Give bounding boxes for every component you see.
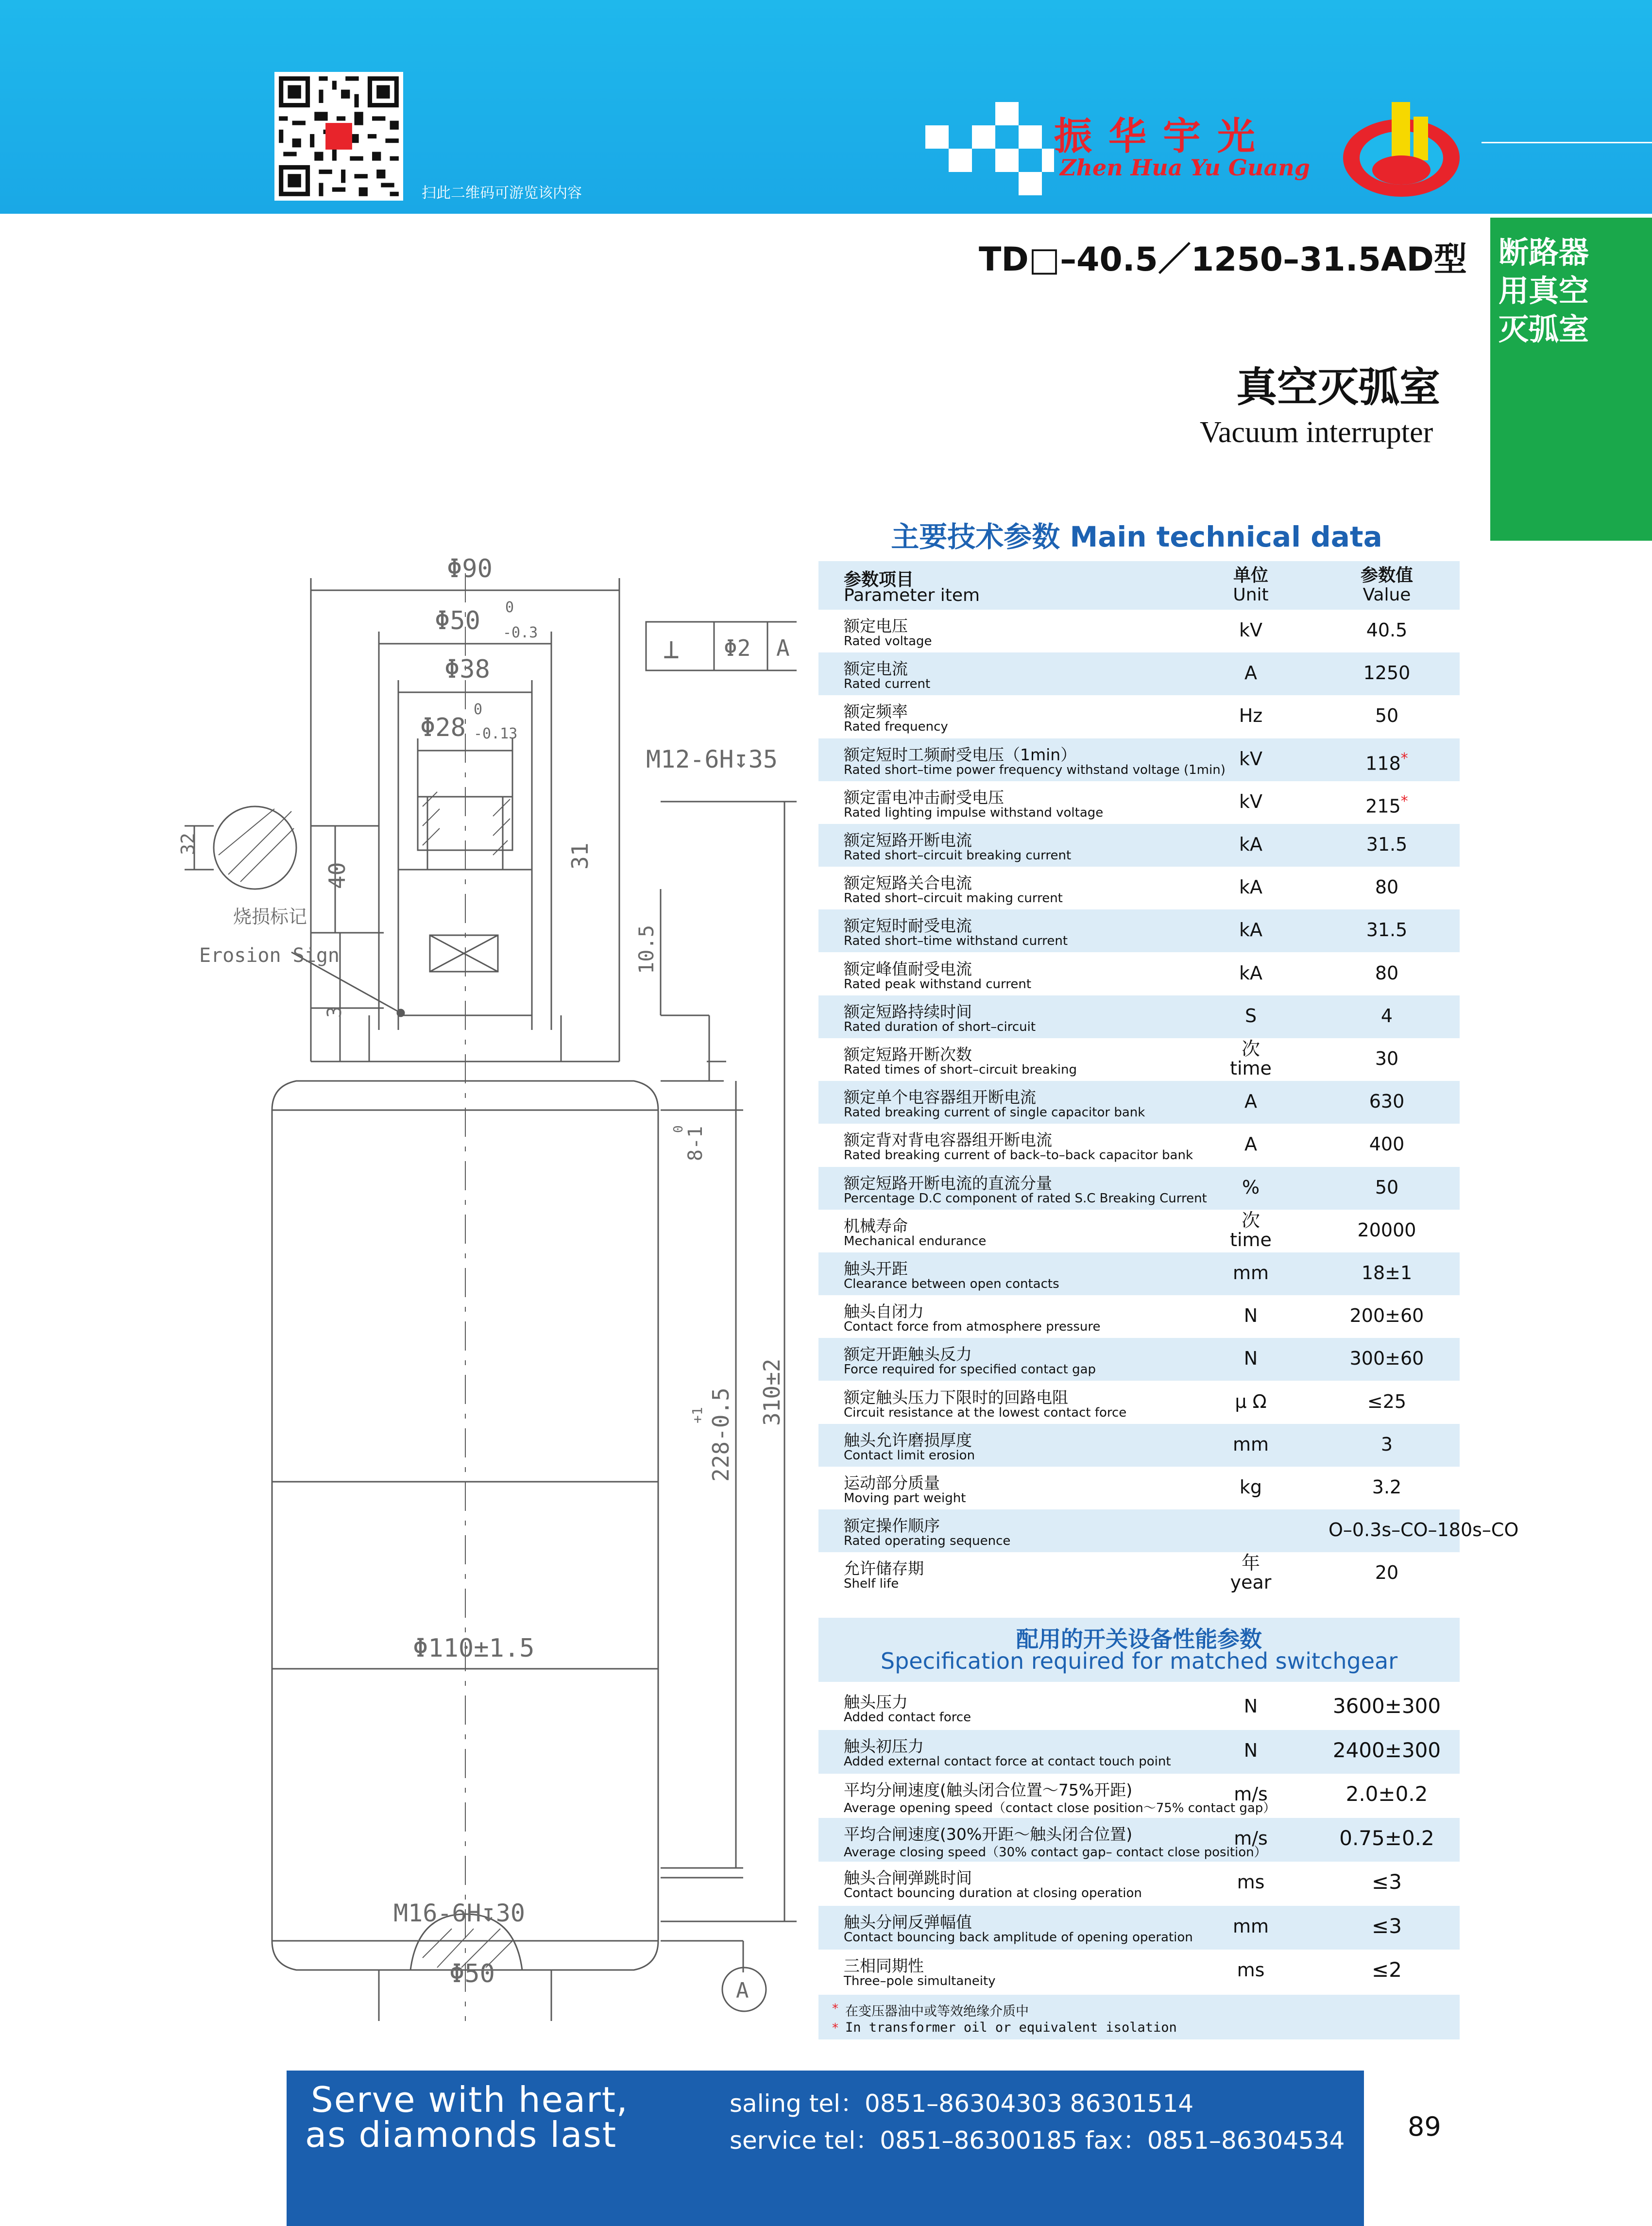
param-value	[1328, 1349, 1445, 1368]
product-title-cn: 真空灭弧室	[1236, 363, 1441, 411]
spec-unit: ms	[1237, 1959, 1265, 1981]
spec-value: 3600±300	[1332, 1694, 1441, 1718]
header-rule	[1482, 142, 1652, 143]
param-name-cn: 额定短路开断次数	[844, 1045, 972, 1064]
param-value-text: 200±60	[1349, 1305, 1424, 1327]
param-value	[1328, 1392, 1445, 1411]
header-param-cn: 参数项目	[844, 570, 914, 590]
table-row	[818, 867, 1460, 909]
note-star: *	[832, 2002, 838, 2016]
product-title-en: Vacuum interrupter	[1200, 416, 1433, 449]
param-name-cn: 额定峰值耐受电流	[844, 959, 972, 978]
param-value-text: 20	[1375, 1562, 1399, 1584]
spec-name-cn: 触头初压力	[844, 1736, 924, 1756]
param-name-cn: 触头自闭力	[844, 1302, 924, 1321]
dim-d90: Φ90	[447, 554, 493, 583]
param-value	[1328, 920, 1445, 940]
param-unit-primary: kV	[1239, 790, 1262, 812]
param-name-en: Force required for specified contact gap	[844, 1362, 1096, 1377]
table-row	[818, 1950, 1460, 1994]
decor-square	[995, 102, 1019, 125]
param-unit	[1192, 706, 1309, 725]
param-name-cn: 触头开距	[844, 1259, 908, 1278]
param-name-en: Contact limit erosion	[844, 1448, 975, 1463]
spec-unit: N	[1243, 1739, 1258, 1761]
service-tel: service tel：0851–86300185 fax：0851–86304534	[730, 2126, 1345, 2155]
param-value	[1328, 1049, 1445, 1068]
param-unit-primary: N	[1243, 1305, 1258, 1327]
decor-square	[949, 149, 972, 172]
param-name-cn: 额定短路关合电流	[844, 873, 972, 893]
param-value	[1328, 963, 1445, 983]
param-value-text: 400	[1369, 1133, 1405, 1155]
spec-name-cn: 三相同期性	[844, 1956, 924, 1975]
param-value	[1328, 1006, 1445, 1026]
qr-code-icon[interactable]	[274, 72, 403, 201]
table-row	[818, 1252, 1460, 1295]
dim-d50-bottom: Φ50	[449, 1959, 495, 1988]
param-unit-primary: kA	[1239, 876, 1262, 898]
spec-value: ≤2	[1372, 1958, 1402, 1982]
param-name-cn: 额定短时工频耐受电压（1min）	[844, 745, 1077, 764]
param-name-cn: 允许储存期	[844, 1559, 924, 1578]
param-value	[1328, 1563, 1445, 1582]
table-row	[818, 1124, 1460, 1166]
dim-10-5: 10.5	[634, 925, 658, 974]
param-unit-primary: A	[1244, 1091, 1257, 1113]
decor-square	[1019, 172, 1042, 195]
param-name-en: Shelf life	[844, 1576, 899, 1592]
param-name-cn: 额定操作顺序	[844, 1516, 940, 1536]
param-unit	[1192, 1134, 1309, 1154]
param-unit	[1192, 1553, 1309, 1592]
param-name-en: Rated voltage	[844, 634, 932, 649]
table-row	[818, 738, 1460, 781]
param-unit	[1192, 835, 1309, 854]
datum-label: A	[736, 1978, 749, 2003]
table-row	[818, 610, 1460, 652]
param-value	[1328, 1134, 1445, 1154]
table-row	[818, 995, 1460, 1038]
param-unit	[1192, 620, 1309, 640]
dim-31: 31	[567, 842, 593, 870]
page-number: 89	[1408, 2111, 1441, 2142]
spec-unit: ms	[1237, 1871, 1265, 1893]
dim-d110: Φ110±1.5	[413, 1634, 535, 1663]
param-value	[1328, 706, 1445, 725]
param-value	[1328, 877, 1445, 897]
dim-d38: Φ38	[444, 655, 490, 684]
perp-datum: A	[776, 635, 790, 661]
table-row	[818, 1167, 1460, 1210]
spec-heading-en: Specification required for matched switchgear	[880, 1648, 1398, 1674]
spec-name-en: Average closing speed（30% contact gap– contact close position）	[844, 1845, 1267, 1860]
param-name-cn: 额定频率	[844, 702, 908, 721]
param-name-en: Percentage D.C component of rated S.C Breaking Current	[844, 1191, 1207, 1206]
param-name-en: Clearance between open contacts	[844, 1277, 1059, 1291]
dim-d50-tol2: -0.3	[503, 624, 538, 641]
param-unit-primary: %	[1242, 1176, 1260, 1198]
slogan-line-1: Serve with heart,	[311, 2079, 629, 2120]
param-name-cn: 额定电流	[844, 659, 908, 679]
param-value-text: 50	[1375, 705, 1399, 727]
param-unit	[1192, 1392, 1309, 1411]
dim-d28-tol: 0	[474, 701, 483, 718]
param-unit-primary: kV	[1239, 748, 1262, 770]
param-name-cn: 额定短时耐受电流	[844, 916, 972, 936]
param-value-text: O–0.3s–CO–180s–CO	[1328, 1519, 1519, 1541]
param-name-en: Rated short–circuit breaking current	[844, 848, 1072, 863]
table-row	[818, 1818, 1460, 1862]
table-row	[818, 781, 1460, 824]
param-value	[1328, 1263, 1445, 1283]
header-unit-cn: 单位	[1233, 565, 1268, 585]
dim-d50: Φ50	[435, 606, 480, 635]
param-unit	[1192, 1435, 1309, 1454]
param-unit	[1192, 1349, 1309, 1368]
param-unit-primary: kA	[1239, 962, 1262, 984]
param-value-text: 630	[1369, 1091, 1405, 1113]
table-row	[818, 1862, 1460, 1906]
param-value	[1328, 1306, 1445, 1325]
param-name-en: Rated lighting impulse withstand voltage	[844, 805, 1104, 820]
spec-value: ≤3	[1372, 1914, 1402, 1938]
param-unit-primary: Hz	[1239, 705, 1263, 727]
param-name-en: Rated frequency	[844, 719, 948, 735]
dim-228: 228-0.5	[708, 1387, 734, 1482]
param-unit	[1192, 749, 1309, 769]
param-unit	[1192, 663, 1309, 683]
spec-value: 2.0±0.2	[1345, 1782, 1428, 1806]
param-unit-secondary: time	[1230, 1058, 1272, 1079]
dim-m12-thread: M12-6H↧35	[646, 745, 778, 773]
param-unit	[1192, 877, 1309, 897]
param-unit-primary: mm	[1232, 1433, 1269, 1455]
model-number: TD□–40.5／1250–31.5AD型	[979, 240, 1467, 279]
param-unit-primary: 次	[1241, 1209, 1260, 1231]
param-unit-primary: kA	[1239, 919, 1262, 941]
table-row	[818, 1038, 1460, 1081]
param-value-text: 4	[1380, 1005, 1393, 1027]
param-name-en: Rated operating sequence	[844, 1534, 1011, 1549]
company-logo-icon	[1341, 97, 1462, 206]
table-row	[818, 1686, 1460, 1730]
param-name-en: Moving part weight	[844, 1491, 966, 1506]
param-name-cn: 额定触头压力下限时的回路电阻	[844, 1387, 1068, 1407]
table-row	[818, 1730, 1460, 1774]
spec-name-cn: 触头压力	[844, 1693, 908, 1712]
decor-square	[1042, 149, 1054, 172]
note-cn: 在变压器油中或等效绝缘介质中	[845, 2004, 1029, 2019]
param-value-text: 40.5	[1366, 619, 1408, 641]
param-name-cn: 额定背对背电容器组开断电流	[844, 1130, 1052, 1150]
param-value	[1328, 835, 1445, 854]
dim-32: 32	[177, 833, 199, 855]
param-value-text: 3.2	[1372, 1476, 1402, 1498]
param-unit-primary: A	[1244, 662, 1257, 684]
param-unit-primary: A	[1244, 1133, 1257, 1155]
param-value-text: 31.5	[1366, 834, 1408, 855]
param-unit	[1192, 1006, 1309, 1026]
dim-m16-thread: M16-6H↧30	[393, 1899, 525, 1927]
param-name-en: Rated peak withstand current	[844, 976, 1032, 992]
header-value-en: Value	[1362, 585, 1411, 605]
param-name-cn: 机械寿命	[844, 1216, 908, 1235]
spec-value: ≤3	[1372, 1870, 1402, 1894]
param-name-en: Rated breaking current of back–to–back capacitor bank	[844, 1148, 1193, 1163]
param-name-cn: 触头允许磨损厚度	[844, 1430, 972, 1450]
spec-name-cn: 平均合闸速度(30%开距～触头闭合位置)	[844, 1824, 1133, 1844]
perp-value: Φ2	[724, 635, 751, 661]
slogan-line-2: as diamonds last	[305, 2114, 617, 2155]
param-value	[1328, 749, 1445, 773]
param-unit	[1192, 792, 1309, 811]
param-unit-primary: mm	[1232, 1262, 1269, 1284]
dim-d28: Φ28	[420, 713, 466, 742]
erosion-sign-cn: 烧损标记	[233, 906, 307, 927]
table-row	[818, 909, 1460, 952]
param-unit-primary: N	[1243, 1348, 1258, 1370]
param-name-cn: 额定短路开断电流	[844, 831, 972, 850]
param-name-en: Circuit resistance at the lowest contact force	[844, 1405, 1127, 1420]
dim-3: 3	[324, 1006, 346, 1018]
param-value	[1328, 1092, 1445, 1111]
param-unit-primary: kA	[1239, 834, 1262, 855]
param-unit	[1192, 1211, 1309, 1250]
param-value-text: 118	[1365, 753, 1401, 774]
param-name-cn: 额定雷电冲击耐受电压	[844, 788, 1004, 807]
table-header-row	[818, 561, 1460, 610]
spec-heading-cn: 配用的开关设备性能参数	[1016, 1626, 1262, 1652]
param-name-cn: 额定电压	[844, 616, 908, 635]
param-value	[1328, 1519, 1519, 1541]
param-name-en: Rated breaking current of single capacitor bank	[844, 1105, 1145, 1120]
param-value	[1328, 792, 1445, 816]
category-side-text: 断路器用真空灭弧室	[1498, 235, 1589, 347]
table-row	[818, 953, 1460, 995]
param-unit	[1192, 1306, 1309, 1325]
spec-unit: N	[1243, 1695, 1258, 1717]
brand-name-cn: 振华宇光	[1054, 115, 1272, 158]
spec-unit: m/s	[1234, 1783, 1268, 1805]
param-value-text: 50	[1375, 1176, 1399, 1198]
table-row	[818, 1552, 1460, 1595]
param-name-cn: 额定单个电容器组开断电流	[844, 1088, 1036, 1107]
qr-caption: 扫此二维码可游览该内容	[422, 185, 582, 202]
param-name-en: Mechanical endurance	[844, 1233, 987, 1249]
brand-name-en: Zhen Hua Yu Guang	[1060, 154, 1310, 181]
table-row	[818, 1509, 1519, 1552]
decor-square	[995, 149, 1019, 172]
param-unit-primary: kV	[1239, 619, 1262, 641]
param-value-text: 300±60	[1349, 1348, 1424, 1370]
sales-tel: saling tel：0851–86304303 86301514	[730, 2089, 1194, 2118]
table-row	[818, 1338, 1460, 1381]
tech-data-heading: 主要技术参数 Main technical data	[891, 520, 1382, 553]
param-value	[1328, 1220, 1445, 1240]
param-unit-primary: μ Ω	[1235, 1390, 1267, 1412]
technical-drawing	[0, 534, 797, 2021]
header-param-en: Parameter item	[844, 585, 980, 605]
spec-name-en: Three–pole simultaneity	[844, 1974, 996, 1988]
param-name-cn: 额定短路开断电流的直流分量	[844, 1173, 1052, 1193]
header-value-cn: 参数值	[1360, 565, 1413, 585]
param-name-cn: 运动部分质量	[844, 1473, 940, 1492]
param-value-text: 3	[1380, 1433, 1393, 1455]
footnote-star: *	[1400, 792, 1408, 810]
param-unit-primary: S	[1244, 1005, 1257, 1027]
param-value-text: ≤25	[1367, 1390, 1407, 1412]
param-value-text: 31.5	[1366, 919, 1408, 941]
table-row	[818, 652, 1460, 695]
param-name-cn: 额定短路持续时间	[844, 1002, 972, 1021]
table-row	[818, 695, 1460, 738]
param-value-text: 215	[1365, 795, 1401, 817]
param-value-text: 80	[1375, 876, 1399, 898]
table-row	[818, 1774, 1460, 1818]
note-en: In transformer oil or equivalent isolation	[845, 2020, 1177, 2035]
param-unit	[1192, 963, 1309, 983]
param-value	[1328, 620, 1445, 640]
spec-value: 2400±300	[1332, 1738, 1441, 1762]
header-unit-en: Unit	[1233, 585, 1269, 605]
param-unit	[1192, 1039, 1309, 1078]
erosion-sign-en: Erosion Sign	[199, 944, 340, 967]
table-row	[818, 1210, 1460, 1252]
spec-unit: mm	[1232, 1915, 1269, 1937]
decor-square	[925, 125, 949, 149]
param-unit	[1192, 1092, 1309, 1111]
param-name-en: Rated short–time power frequency withstand voltage (1min)	[844, 762, 1226, 777]
table-row	[818, 824, 1460, 867]
param-unit-primary: 次	[1241, 1038, 1260, 1060]
decor-square	[1019, 125, 1042, 149]
spec-name-en: Average opening speed（contact close position～75% contact gap）	[844, 1801, 1276, 1815]
spec-unit: m/s	[1234, 1827, 1268, 1849]
param-unit-secondary: year	[1230, 1572, 1272, 1593]
spec-name-en: Contact bouncing duration at closing operation	[844, 1886, 1142, 1901]
table-row	[818, 1906, 1460, 1950]
perp-symbol: ⊥	[663, 634, 680, 665]
spec-name-en: Added contact force	[844, 1710, 971, 1725]
param-value	[1328, 1477, 1445, 1497]
notes-box	[818, 1995, 1460, 2039]
param-value-text: 1250	[1363, 662, 1411, 684]
param-unit	[1192, 1263, 1309, 1283]
param-unit	[1192, 920, 1309, 940]
dim-d50-tol: 0	[505, 599, 514, 616]
param-value-text: 18±1	[1361, 1262, 1413, 1284]
dim-8-1: 8-1	[684, 1126, 707, 1161]
param-name-en: Rated duration of short–circuit	[844, 1019, 1036, 1034]
dim-d28-tol2: -0.13	[474, 725, 518, 742]
dim-8-1-tol: 0	[671, 1125, 686, 1133]
param-value-text: 20000	[1357, 1219, 1416, 1241]
param-name-en: Rated short–circuit making current	[844, 891, 1063, 906]
param-unit-primary: kg	[1239, 1476, 1262, 1498]
dim-228-tol: +1	[689, 1407, 705, 1423]
param-unit	[1192, 1477, 1309, 1497]
spec-name-cn: 触头分闸反弹幅值	[844, 1912, 972, 1932]
param-unit-primary: 年	[1241, 1552, 1260, 1574]
param-unit-secondary: time	[1230, 1229, 1272, 1250]
param-name-en: Rated current	[844, 677, 931, 692]
note-star: *	[832, 2021, 838, 2036]
param-name-en: Contact force from atmosphere pressure	[844, 1319, 1101, 1335]
param-value	[1328, 663, 1445, 683]
param-value	[1328, 1178, 1445, 1197]
spec-name-cn: 平均分闸速度(触头闭合位置～75%开距)	[844, 1781, 1133, 1799]
spec-name-en: Added external contact force at contact touch point	[844, 1754, 1171, 1769]
param-unit	[1192, 1178, 1309, 1197]
param-value-text: 80	[1375, 962, 1399, 984]
decor-square	[972, 125, 995, 149]
table-row	[818, 1295, 1460, 1338]
table-row	[818, 1081, 1460, 1124]
param-name-en: Rated short–time withstand current	[844, 934, 1068, 949]
param-name-cn: 额定开距触头反力	[844, 1345, 972, 1364]
table-row	[818, 1424, 1460, 1467]
table-row	[818, 1381, 1460, 1424]
dim-40: 40	[324, 862, 350, 889]
spec-value: 0.75±0.2	[1339, 1826, 1434, 1850]
footnote-star: *	[1400, 750, 1408, 767]
spec-name-en: Contact bouncing back amplitude of opening operation	[844, 1930, 1193, 1945]
table-row	[818, 1467, 1460, 1509]
dim-310: 310±2	[759, 1358, 785, 1426]
param-name-en: Rated times of short–circuit breaking	[844, 1062, 1077, 1077]
param-value-text: 30	[1375, 1048, 1399, 1069]
param-value	[1328, 1435, 1445, 1454]
spec-name-cn: 触头合闸弹跳时间	[844, 1868, 972, 1887]
